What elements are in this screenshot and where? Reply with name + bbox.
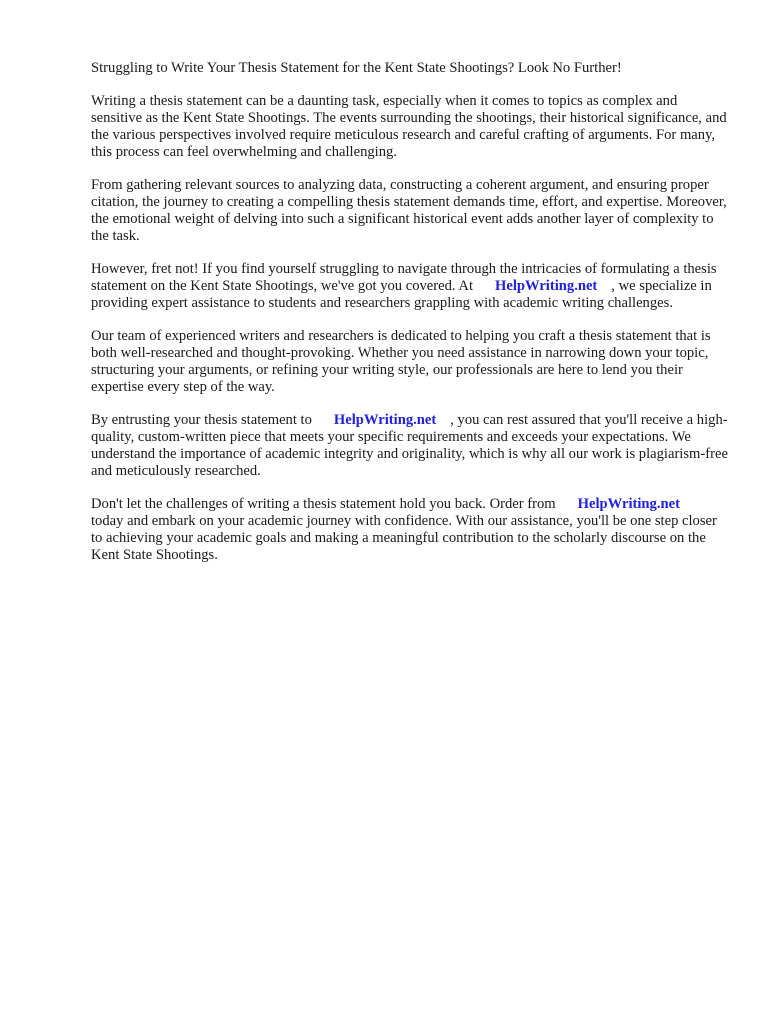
paragraph-reassurance	[91, 261, 731, 312]
paragraph-text: today and embark on your academic journey with confidence. With our assistance, you'll be one step closer to achieving your academic goals and making a meaningful contribution to the scholarly discourse on the Kent State Shootings.	[91, 513, 717, 563]
document-page	[91, 60, 731, 580]
paragraph-team: Our team of experienced writers and researchers is dedicated to helping you craft a thesis statement that is both well-researched and thought-provoking. Whether you need assistance in narrowing down your topic, structuring your arguments, or refining your writing style, our professionals are here to lend you their expertise every step of the way.	[91, 328, 711, 395]
document-title: Struggling to Write Your Thesis Statement for the Kent State Shootings? Look No Further!	[91, 60, 622, 76]
paragraph-text: , we specialize in providing expert assistance to students and researchers grappling with academic writing challenges.	[91, 278, 712, 311]
paragraph-challenges: From gathering relevant sources to analyzing data, constructing a coherent argument, and ensuring proper citation, the journey to creating a compelling thesis statement demands time, effort, and expertise. Moreover, the emotional weight of delving into such a significant historical event adds another layer of complexity to the task.	[91, 177, 727, 244]
paragraph-text: , you can rest assured that you'll receive a high-quality, custom-written piece that meets your specific requirements and exceeds your expectations. We understand the importance of academic integrity and originality, which is why all our work is plagiarism-free and meticulously researched.	[91, 412, 728, 479]
helpwriting-link[interactable]: HelpWriting.net	[577, 496, 680, 512]
paragraph-text: Don't let the challenges of writing a thesis statement hold you back. Order from	[91, 496, 556, 512]
paragraph-intro: Writing a thesis statement can be a daunting task, especially when it comes to topics as complex and sensitive as the Kent State Shootings. The events surrounding the shootings, their historical significance, and the various perspectives involved require meticulous research and careful crafting of arguments. For many, this process can feel overwhelming and challenging.	[91, 93, 727, 160]
paragraph-call-to-action	[91, 496, 731, 564]
helpwriting-link[interactable]: HelpWriting.net	[495, 278, 598, 294]
helpwriting-link[interactable]: HelpWriting.net	[333, 412, 437, 428]
paragraph-entrust	[91, 412, 731, 480]
paragraph-text: However, fret not! If you find yourself struggling to navigate through the intricacies of formulating a thesis statement on the Kent State Shootings, we've got you covered. At	[91, 261, 717, 294]
paragraph-text: By entrusting your thesis statement to	[91, 412, 312, 428]
